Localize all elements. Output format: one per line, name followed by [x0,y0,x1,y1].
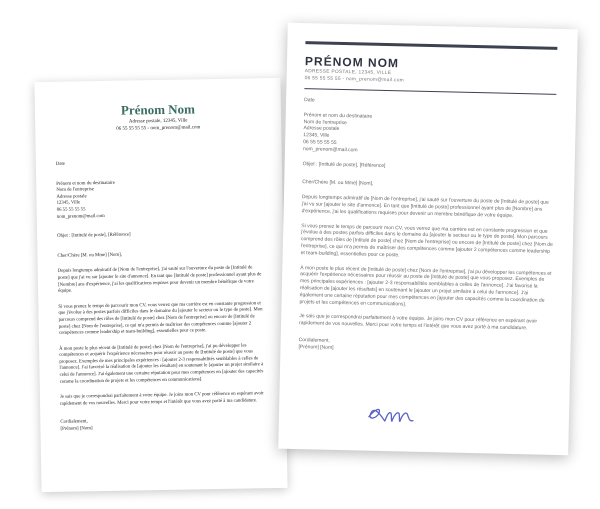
recipient-line: nom_prenom@mail.com [56,213,105,220]
recipient-line: Adresse postale [303,125,340,133]
signature-name: [Prénom] [Nom] [298,343,334,351]
letter-paragraph: Je sais que je correspondrai parfaitement à votre équipe. Je joins mon CV pour référence en espérant avoir rapidement de vos nouvelles. Merci pour votre temps et l'intérêt que vous avez porté à ma candidature. [298,313,538,332]
recipient-line: 12345, Ville [303,132,330,139]
recipient-line: 06 55 55 55 55 [303,139,337,146]
letter-paragraph: Depuis longtemps admiratif de [Nom de l'entreprise], j'ai sauté sur l'ouverture du poste de [Intitulé de poste] que j'ai vu sur [ajouter le site d'annonce]. En tant que [Intitulé de poste] professionnel ayant plus de [Nombre] ans d'expérience, j'ai les qualifications requises pour devenir un membre bénéfique de votre équipe. [57,265,262,294]
letter-paragraph: Si vous prenez le temps de parcourir mon CV, vous verrez que ma carrière est en constante progression et que j'évolue à des postes parfois difficiles dans le domaine du [ajouter le secteur ou le type de poste]. Mon parcours comprend des rôles de [Intitulé de poste] chez [Nom de l'entreprise] ou encore de [Intitulé de poste] chez [Nom de l'entreprise], ce qui m'a permis de maîtriser des compétences comme [ajouter 2 compétences comme leadership et team-building], essentielles pour ce poste. [300,222,553,259]
letter-closing: Cordialement, [298,337,330,344]
letter-paragraph: À mon poste le plus récent de [Intitulé de poste] chez [Nom de l'entreprise], j'ai pu développer les compétences et acquérir l'expérience nécessaires pour réussir au poste de [Intitulé de poste] que vous proposez. Exemples de mes principales expériences : [ajouter 2-3 responsabilités semblables à celles de l'annonce]. J'ai favorisé la réalisation de [ajouter les résultats] en soutenant le [ajouter un projet similaire à celui de l'annonce]. J'ai également une certaine réputation pour mes compétences en [ajouter des capacités comme la coordination de projets et les compétences en communications]. [299,264,552,308]
cover-letter-front [278,23,578,455]
letter-subject: Objet : [Intitulé de poste], [Référence] [302,160,386,169]
letter-paragraph: Si vous prenez le temps de parcourir mon CV, vous verrez que ma carrière est en constante progression et que j'évolue à des postes parfois difficiles dans le domaine du [ajouter le secteur ou le type de poste]. Mon parcours comprend des rôles de [Intitulé de poste] chez [Nom de l'entreprise] ou encore de [Intitulé de poste] chez [Nom de l'entreprise], ce qui m'a permis de maîtriser des compétences comme [ajouter 2 compétences comme leadership et team-building], essentielles pour ce poste. [58,300,263,336]
letter-paragraph: À mon poste le plus récent de [Intitulé de poste] chez [Nom de l'entreprise], j'ai pu développer les compétences et acquérir l'expérience nécessaires pour réussir au poste de [Intitulé de poste] que vous proposez. Exemples de mes principales expériences : [ajouter 2-3 responsabilités semblables à celles de l'annonce]. J'ai favorisé la réalisation de [ajouter les résultats] en soutenant le [ajouter un projet similaire à celui de l'annonce]. J'ai également une certaine réputation pour mes compétences en [ajouter des capacités comme la coordination de projets et les compétences en communications]. [59,343,264,385]
letter-greeting: Cher/Chère [M. ou Mme] [Nom], [302,179,374,188]
handwritten-signature [365,401,436,429]
header-bar [305,41,557,50]
letter-date: Date [55,161,65,167]
signature-name: [Prénom] [Nom] [60,426,93,432]
sender-address: Adresse postale, 12345, Ville [128,118,188,125]
recipient-line: Nom de l'entreprise [56,187,95,193]
recipient-line: nom_prenom@mail.com [302,145,358,154]
recipient-line: 12345, Ville [56,200,81,207]
sender-contact: 06 55 55 55 55 - nom_prenom@mail.com [116,125,201,132]
letter-paragraph: Depuis longtemps admiratif de [Nom de l'entreprise], j'ai sauté sur l'ouverture du poste de [Intitulé de poste] que j'ai vu sur [ajouter le site d'annonce]. En tant que [Intitulé de poste] professionnel ayant plus de [Nombre] ans d'expérience, j'ai les qualifications requises pour devenir un membre bénéfique de votre équipe. [301,194,549,219]
cover-letter-back [34,78,287,492]
sender-contact: 06 55 55 55 55 - nom_prenom@mail.com [304,76,405,84]
letter-closing: Cordialement, [60,419,88,426]
recipient-line: Nom de l'entreprise [303,118,347,126]
sender-name: PRÉNOM NOM [304,54,400,71]
recipient-line: Prénom et nom du destinataire [56,180,115,187]
letter-greeting: Cher/Chère [M. ou Mme] [Nom], [57,252,122,259]
letter-date: Date [304,97,315,104]
letter-paragraph: Je sais que je correspondrai parfaitement à votre équipe. Je joins mon CV pour référence en espérant avoir rapidement de vos nouvelles. Merci pour votre temps et l'intérêt que vous avez porté à ma candidature. [59,391,264,407]
sender-name: Prénom Nom [120,101,196,118]
header-divider [304,88,556,95]
sender-address: ADRESSE POSTALE, 12345, VILLE [304,69,392,77]
recipient-line: Adresse postale [56,194,87,200]
letter-subject: Objet : [Intitulé de poste], [Référence] [57,232,131,239]
recipient-line: Prénom et nom du destinataire [303,111,373,120]
recipient-line: 06 55 55 55 55 [56,207,86,213]
